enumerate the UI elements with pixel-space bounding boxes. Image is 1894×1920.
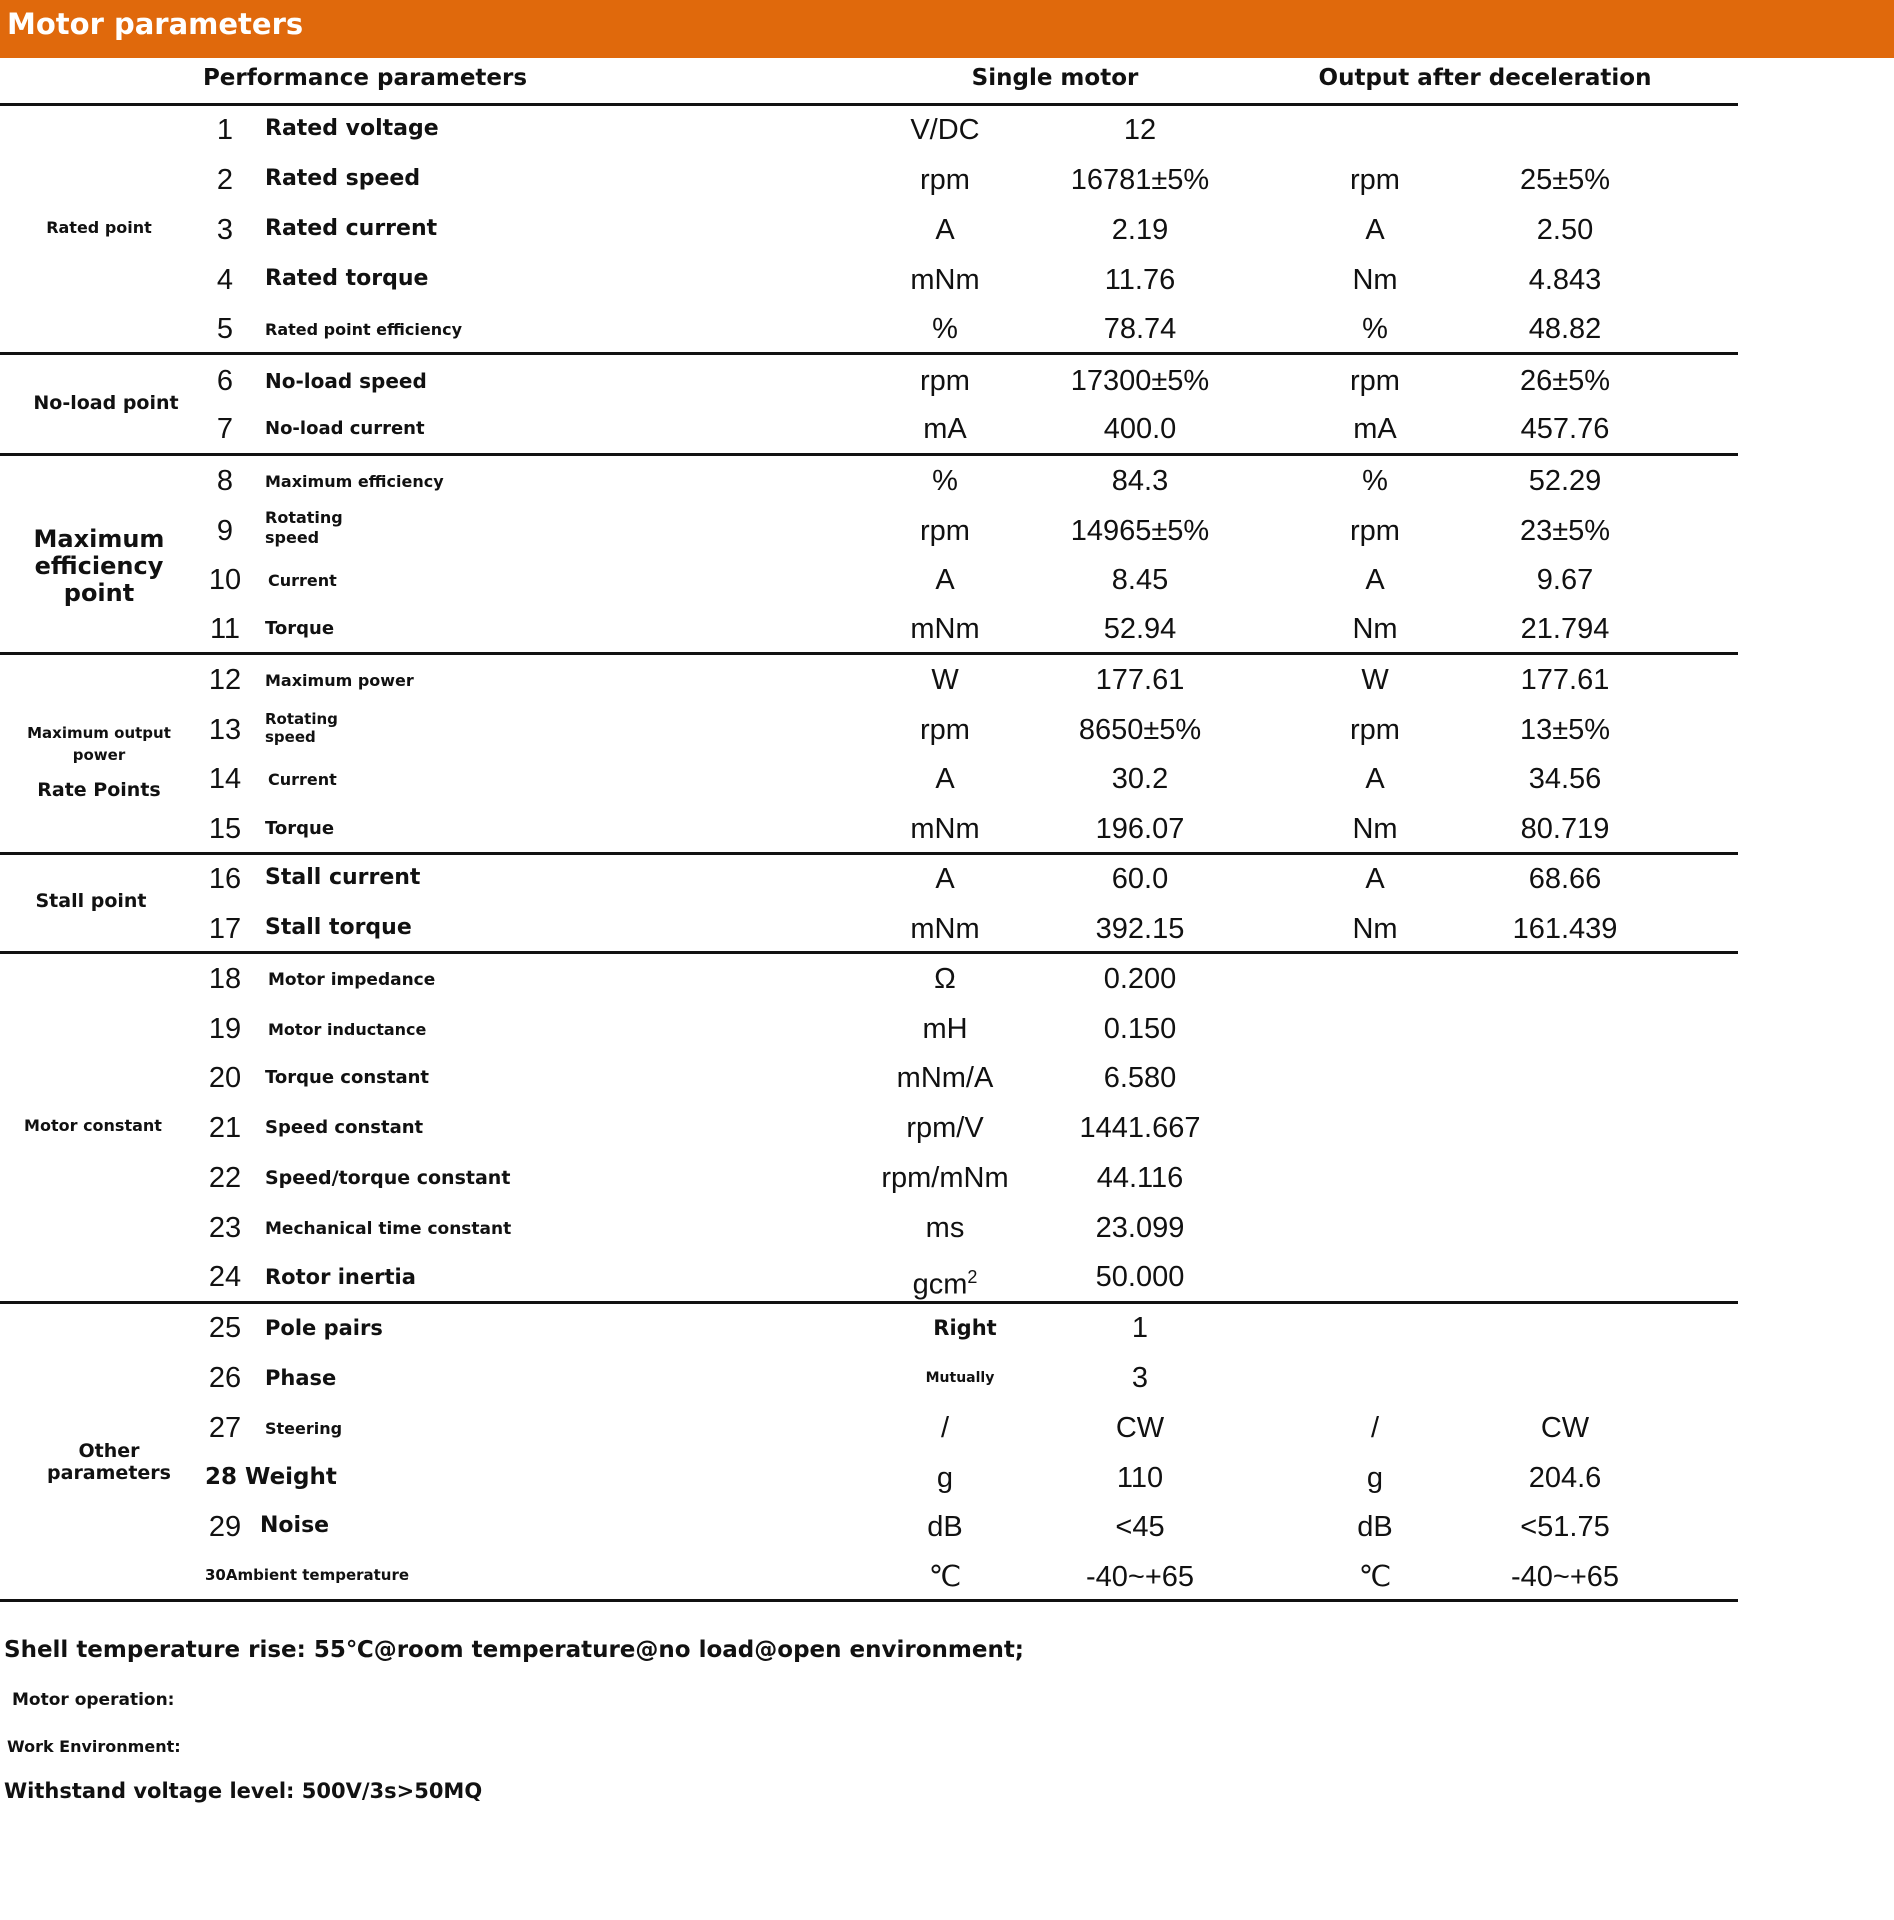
output-unit: mA: [1353, 413, 1397, 445]
output-unit: A: [1365, 763, 1385, 795]
output-value: -40~+65: [1510, 1561, 1620, 1593]
param-name: Rated speed: [265, 166, 421, 191]
unit: /: [940, 1412, 950, 1444]
param-name: No-load speed: [265, 369, 427, 393]
unit: ms: [925, 1212, 965, 1244]
output-unit: /: [1370, 1412, 1380, 1444]
unit: ℃: [928, 1561, 962, 1593]
unit: A: [935, 214, 955, 246]
row-number: 12: [208, 664, 242, 696]
unit: Right: [933, 1316, 997, 1340]
table-row: [0, 1053, 1738, 1103]
param-name: Torque: [265, 818, 335, 839]
row-number: 22: [208, 1162, 242, 1194]
param-name: Stall torque: [265, 915, 412, 940]
group-no-load-point: No-load point: [33, 392, 179, 414]
table-row: [0, 1103, 1738, 1153]
value: 52.94: [1103, 613, 1177, 645]
output-value: 9.67: [1536, 564, 1594, 596]
col-output: Output after deceleration: [1318, 65, 1652, 91]
output-unit: W: [1361, 664, 1389, 696]
unit: rpm/V: [906, 1112, 984, 1144]
output-value: 13±5%: [1519, 714, 1611, 746]
param-name: Torque constant: [265, 1067, 430, 1088]
row-number: 3: [216, 214, 234, 246]
output-unit: %: [1362, 313, 1388, 345]
row-number: 11: [209, 613, 241, 645]
unit: rpm/mNm: [881, 1162, 1009, 1194]
param-name: Current: [268, 571, 337, 590]
param-name: Phase: [265, 1366, 337, 1390]
output-unit: dB: [1357, 1511, 1393, 1543]
col-performance: Performance parameters: [202, 65, 528, 91]
row-number: 6: [216, 365, 234, 397]
row-number: 26: [208, 1362, 242, 1394]
unit: rpm: [920, 164, 970, 196]
param-name: 30Ambient temperature: [205, 1566, 410, 1584]
table-row: [0, 1004, 1738, 1054]
value: 8.45: [1111, 564, 1169, 596]
param-name: Rated current: [265, 216, 438, 241]
row-number: 15: [208, 813, 242, 845]
group-rated-point: Rated point: [46, 218, 152, 237]
value: 84.3: [1111, 465, 1169, 497]
withstand-voltage-note: Withstand voltage level: 500V/3s>50MQ: [4, 1779, 483, 1803]
table-row: [0, 1153, 1738, 1203]
group-label-line: Maximum output power: [27, 724, 171, 764]
row-number: 2: [216, 164, 234, 196]
group-label-line: Rate Points: [37, 779, 161, 801]
table-row: [0, 754, 1738, 804]
row-number: 5: [216, 313, 234, 345]
unit: mH: [922, 1013, 968, 1045]
row-number: 25: [208, 1312, 242, 1344]
value: 3: [1131, 1362, 1149, 1394]
unit: Mutually: [925, 1370, 995, 1386]
unit: g: [936, 1462, 954, 1494]
param-name: Maximum efficiency: [265, 472, 444, 491]
unit: Ω: [934, 963, 956, 995]
table-row: [0, 1303, 1738, 1353]
param-name: Current: [268, 770, 337, 789]
param-name: No-load current: [265, 418, 425, 439]
param-name: Rotating speed: [265, 710, 338, 746]
value: 110: [1116, 1462, 1164, 1494]
row-number: 17: [208, 913, 242, 945]
param-name: Rotor inertia: [265, 1265, 416, 1289]
table-row: [0, 954, 1738, 1004]
output-value: CW: [1540, 1412, 1590, 1444]
value: 50.000: [1095, 1261, 1185, 1293]
unit-superscript: 2: [967, 1267, 978, 1287]
table-row: [0, 155, 1738, 205]
row-number: 23: [208, 1212, 242, 1244]
row-number: 10: [208, 564, 242, 596]
param-name: Mechanical time constant: [265, 1219, 512, 1239]
output-value: 25±5%: [1519, 164, 1611, 196]
group-stall-point: Stall point: [35, 890, 147, 912]
table-row: [0, 456, 1738, 506]
table-row: [0, 854, 1738, 904]
value: 1: [1131, 1312, 1149, 1344]
table-row: [0, 1252, 1738, 1302]
unit: rpm: [920, 365, 970, 397]
table-row: [0, 105, 1738, 155]
table-row: [0, 804, 1738, 854]
table-row: [0, 904, 1738, 954]
motor-operation-note: Motor operation:: [12, 1690, 175, 1710]
table-row: [0, 356, 1738, 406]
table-row: [0, 1453, 1738, 1503]
value: 400.0: [1103, 413, 1177, 445]
param-name: Steering: [265, 1419, 343, 1438]
output-value: 21.794: [1520, 613, 1610, 645]
page-title: Motor parameters: [7, 7, 304, 41]
col-single-motor: Single motor: [971, 65, 1139, 91]
output-unit: Nm: [1352, 913, 1398, 945]
output-value: 161.439: [1512, 913, 1618, 945]
output-value: 68.66: [1528, 863, 1602, 895]
unit: mNm/A: [896, 1062, 994, 1094]
row-number: 27: [208, 1412, 242, 1444]
output-unit: rpm: [1350, 515, 1400, 547]
unit: mNm: [910, 813, 980, 845]
row-number: 8: [216, 465, 234, 497]
output-value: 34.56: [1528, 763, 1602, 795]
value: <45: [1115, 1511, 1165, 1543]
value: 0.150: [1103, 1013, 1177, 1045]
table-row: [0, 255, 1738, 305]
row-number: 24: [208, 1261, 242, 1293]
table-row: [0, 1353, 1738, 1403]
unit: [850, 1261, 1040, 1301]
param-name: Rotating speed: [265, 508, 343, 547]
output-value: 457.76: [1520, 413, 1610, 445]
row-number: 14: [208, 763, 242, 795]
value: 177.61: [1095, 664, 1185, 696]
value: 196.07: [1095, 813, 1185, 845]
output-unit: A: [1365, 564, 1385, 596]
value: CW: [1115, 1412, 1165, 1444]
param-name: Motor inductance: [268, 1020, 427, 1039]
shell-temperature-note: Shell temperature rise: 55℃@room temperature@no load@open environment;: [4, 1637, 1025, 1663]
output-unit: %: [1362, 465, 1388, 497]
table-row: [0, 205, 1738, 255]
param-name: Speed constant: [265, 1117, 424, 1138]
output-value: 4.843: [1528, 264, 1602, 296]
unit: mNm: [910, 613, 980, 645]
output-unit: Nm: [1352, 264, 1398, 296]
table-row: [0, 604, 1738, 654]
row-number: 9: [216, 515, 234, 547]
unit: mNm: [910, 913, 980, 945]
value: 1441.667: [1079, 1112, 1201, 1144]
table-row: [0, 1203, 1738, 1253]
table-row: [0, 655, 1738, 705]
row-number: 20: [208, 1062, 242, 1094]
output-unit: Nm: [1352, 813, 1398, 845]
table-row: [0, 404, 1738, 454]
value: 6.580: [1103, 1062, 1177, 1094]
value: 17300±5%: [1070, 365, 1210, 397]
output-unit: Nm: [1352, 613, 1398, 645]
value: 8650±5%: [1078, 714, 1202, 746]
unit: V/DC: [910, 114, 980, 146]
param-name: Pole pairs: [265, 1316, 383, 1340]
output-value: 177.61: [1520, 664, 1610, 696]
param-name: Stall current: [265, 865, 421, 890]
value: 60.0: [1111, 863, 1169, 895]
param-name: Rated voltage: [265, 116, 439, 141]
output-unit: rpm: [1350, 365, 1400, 397]
work-environment-note: Work Environment:: [7, 1737, 181, 1756]
value: 0.200: [1103, 963, 1177, 995]
table-row: [0, 304, 1738, 354]
unit: A: [935, 564, 955, 596]
unit: %: [932, 313, 958, 345]
group-motor-constant: Motor constant: [24, 1116, 162, 1135]
output-value: 23±5%: [1519, 515, 1611, 547]
table-row: [0, 705, 1738, 755]
unit-base: gcm: [912, 1268, 968, 1301]
row-number: 1: [216, 114, 234, 146]
output-unit: ℃: [1358, 1561, 1392, 1593]
unit: rpm: [920, 515, 970, 547]
param-name: Rated point efficiency: [265, 320, 462, 339]
param-name: Motor impedance: [268, 970, 436, 990]
value: 78.74: [1103, 313, 1177, 345]
output-value: 48.82: [1528, 313, 1602, 345]
group-label-line: efficiency point: [34, 552, 164, 607]
output-unit: g: [1366, 1462, 1384, 1494]
value: 2.19: [1111, 214, 1169, 246]
output-value: 204.6: [1528, 1462, 1602, 1494]
row-number: 21: [208, 1112, 242, 1144]
output-value: 2.50: [1536, 214, 1594, 246]
output-unit: A: [1365, 214, 1385, 246]
group-other-parameters: Other parameters: [47, 1440, 171, 1484]
param-name: Noise: [260, 1513, 330, 1538]
value: 14965±5%: [1070, 515, 1210, 547]
value: 30.2: [1111, 763, 1169, 795]
unit: rpm: [920, 714, 970, 746]
unit: dB: [927, 1511, 963, 1543]
row-number: 13: [208, 714, 242, 746]
row-number: 18: [208, 963, 242, 995]
output-value: <51.75: [1520, 1511, 1610, 1543]
unit: %: [932, 465, 958, 497]
table-row: [0, 1502, 1738, 1552]
output-unit: rpm: [1350, 714, 1400, 746]
unit: A: [935, 763, 955, 795]
value: -40~+65: [1085, 1561, 1195, 1593]
unit: W: [931, 664, 959, 696]
output-value: 52.29: [1528, 465, 1602, 497]
row-number: 19: [208, 1013, 242, 1045]
param-name: 28 Weight: [205, 1464, 337, 1490]
group-label-line: Maximum: [33, 525, 165, 553]
value: 11.76: [1104, 264, 1176, 296]
unit: mA: [923, 413, 967, 445]
param-name: Maximum power: [265, 671, 414, 690]
value: 23.099: [1095, 1212, 1185, 1244]
table-row: [0, 552, 1738, 607]
value: 12: [1123, 114, 1157, 146]
row-number: 4: [216, 264, 234, 296]
param-name: Rated torque: [265, 266, 429, 291]
param-name: Speed/torque constant: [265, 1167, 511, 1189]
unit: A: [935, 863, 955, 895]
table-row: [0, 506, 1738, 556]
value: 44.116: [1096, 1162, 1184, 1194]
output-value: 26±5%: [1519, 365, 1611, 397]
output-unit: rpm: [1350, 164, 1400, 196]
table-row: [0, 1403, 1738, 1453]
row-number: 29: [208, 1511, 242, 1543]
output-unit: A: [1365, 863, 1385, 895]
row-number: 7: [216, 413, 234, 445]
title-banner: [0, 0, 1894, 58]
table-row: [0, 1552, 1738, 1602]
unit: mNm: [910, 264, 980, 296]
value: 392.15: [1095, 913, 1185, 945]
param-name: Torque: [265, 618, 335, 639]
output-value: 80.719: [1520, 813, 1610, 845]
value: 16781±5%: [1070, 164, 1210, 196]
row-number: 16: [208, 863, 242, 895]
